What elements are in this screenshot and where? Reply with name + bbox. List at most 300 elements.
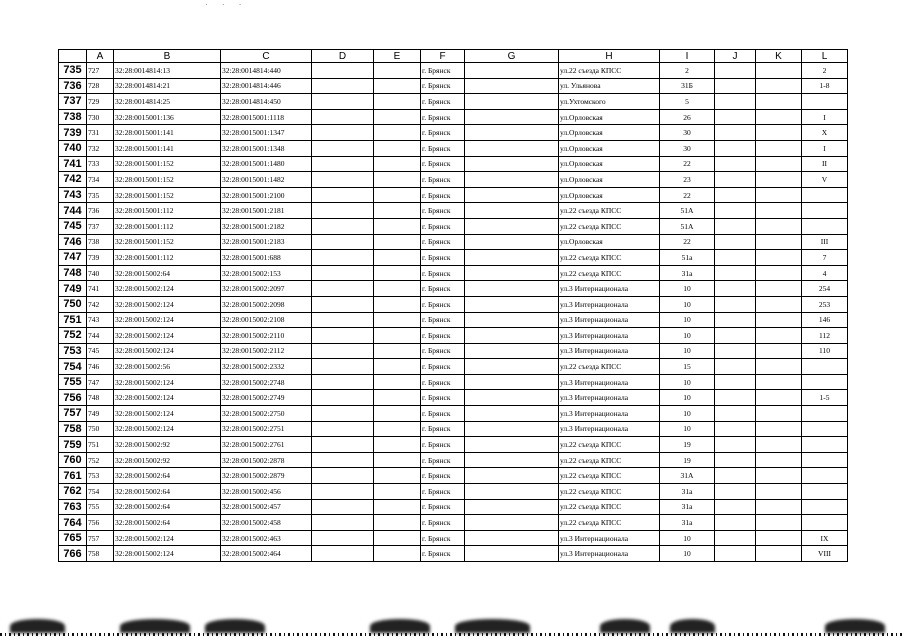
cell-a: 755	[87, 499, 114, 515]
cell-k	[756, 499, 802, 515]
cell-j	[715, 187, 756, 203]
cell-a: 757	[87, 530, 114, 546]
cell-k	[756, 312, 802, 328]
cell-f: г. Брянск	[421, 265, 465, 281]
cell-e	[374, 78, 421, 94]
cell-c: 32:28:0015001:2182	[221, 218, 312, 234]
column-header-b: B	[114, 50, 221, 63]
cell-h: ул.Орловская	[559, 140, 660, 156]
cell-h: ул.Орловская	[559, 187, 660, 203]
cell-a: 731	[87, 125, 114, 141]
cell-e	[374, 406, 421, 422]
cell-c: 32:28:0015002:2750	[221, 406, 312, 422]
cell-f: г. Брянск	[421, 156, 465, 172]
row-number-cell: 746	[59, 234, 87, 250]
cell-j	[715, 109, 756, 125]
cell-h: ул.Орловская	[559, 156, 660, 172]
column-header-l: L	[802, 50, 848, 63]
cell-e	[374, 172, 421, 188]
cell-k	[756, 187, 802, 203]
cell-l: 253	[802, 296, 848, 312]
cell-d	[312, 515, 374, 531]
cell-j	[715, 343, 756, 359]
row-number-cell: 744	[59, 203, 87, 219]
table-row	[59, 203, 848, 219]
cell-c: 32:28:0015002:2879	[221, 468, 312, 484]
cell-d	[312, 530, 374, 546]
cell-c: 32:28:0015002:2748	[221, 374, 312, 390]
cell-a: 732	[87, 140, 114, 156]
cell-h: ул.3 Интернационала	[559, 328, 660, 344]
cell-d	[312, 94, 374, 110]
cell-a: 728	[87, 78, 114, 94]
cell-b: 32:28:0015001:152	[114, 156, 221, 172]
cell-l: X	[802, 125, 848, 141]
cell-e	[374, 468, 421, 484]
cell-k	[756, 203, 802, 219]
cell-k	[756, 109, 802, 125]
row-number-cell: 742	[59, 172, 87, 188]
cell-f: г. Брянск	[421, 515, 465, 531]
cell-k	[756, 530, 802, 546]
cell-j	[715, 515, 756, 531]
cell-l	[802, 499, 848, 515]
cell-e	[374, 328, 421, 344]
cell-g	[465, 406, 559, 422]
cell-d	[312, 172, 374, 188]
cell-e	[374, 343, 421, 359]
cell-h: ул.3 Интернационала	[559, 421, 660, 437]
column-header-g: G	[465, 50, 559, 63]
cell-k	[756, 234, 802, 250]
cell-c: 32:28:0015002:2749	[221, 390, 312, 406]
cell-g	[465, 140, 559, 156]
cell-k	[756, 484, 802, 500]
cell-g	[465, 312, 559, 328]
cell-g	[465, 515, 559, 531]
table-row	[59, 187, 848, 203]
cell-j	[715, 203, 756, 219]
cell-b: 32:28:0015002:124	[114, 374, 221, 390]
cell-a: 748	[87, 390, 114, 406]
scan-bottom-edge	[0, 606, 905, 640]
row-number-cell: 737	[59, 94, 87, 110]
cell-l: 1-8	[802, 78, 848, 94]
cell-a: 754	[87, 484, 114, 500]
cell-c: 32:28:0015001:688	[221, 250, 312, 266]
cell-d	[312, 281, 374, 297]
cell-g	[465, 281, 559, 297]
cell-d	[312, 343, 374, 359]
cell-j	[715, 359, 756, 375]
cell-a: 749	[87, 406, 114, 422]
cell-e	[374, 296, 421, 312]
cell-e	[374, 250, 421, 266]
cell-c: 32:28:0015002:2110	[221, 328, 312, 344]
cell-g	[465, 265, 559, 281]
cell-j	[715, 437, 756, 453]
cell-b: 32:28:0015001:141	[114, 125, 221, 141]
row-number-cell: 735	[59, 63, 87, 79]
cell-l	[802, 374, 848, 390]
cell-c: 32:28:0015001:2183	[221, 234, 312, 250]
row-number-cell: 765	[59, 530, 87, 546]
cell-l: 110	[802, 343, 848, 359]
cell-l	[802, 203, 848, 219]
table-row	[59, 343, 848, 359]
row-number-cell: 741	[59, 156, 87, 172]
table-row	[59, 156, 848, 172]
cell-k	[756, 421, 802, 437]
cell-i: 2	[660, 63, 715, 79]
table-row	[59, 234, 848, 250]
cell-e	[374, 484, 421, 500]
cell-g	[465, 468, 559, 484]
cell-f: г. Брянск	[421, 421, 465, 437]
table-row	[59, 250, 848, 266]
cell-c: 32:28:0015001:1480	[221, 156, 312, 172]
cell-h: ул.22 съезда КПСС	[559, 63, 660, 79]
cell-b: 32:28:0015002:124	[114, 328, 221, 344]
cell-b: 32:28:0015001:112	[114, 218, 221, 234]
cell-l: 4	[802, 265, 848, 281]
cell-g	[465, 78, 559, 94]
cell-f: г. Брянск	[421, 390, 465, 406]
cell-a: 744	[87, 328, 114, 344]
cell-e	[374, 281, 421, 297]
cell-g	[465, 187, 559, 203]
cell-e	[374, 515, 421, 531]
cell-i: 26	[660, 109, 715, 125]
cell-h: ул. Ульянова	[559, 78, 660, 94]
cell-h: ул.22 съезда КПСС	[559, 452, 660, 468]
cell-l: IX	[802, 530, 848, 546]
table-row	[59, 359, 848, 375]
cell-e	[374, 140, 421, 156]
cell-a: 753	[87, 468, 114, 484]
cell-f: г. Брянск	[421, 437, 465, 453]
table-row	[59, 406, 848, 422]
row-number-cell: 749	[59, 281, 87, 297]
cell-g	[465, 546, 559, 562]
cell-f: г. Брянск	[421, 499, 465, 515]
cell-k	[756, 359, 802, 375]
table-row	[59, 265, 848, 281]
cell-i: 22	[660, 234, 715, 250]
cell-l: 1-5	[802, 390, 848, 406]
cell-e	[374, 312, 421, 328]
cell-d	[312, 296, 374, 312]
table-row	[59, 109, 848, 125]
cell-g	[465, 296, 559, 312]
cell-g	[465, 156, 559, 172]
cell-a: 756	[87, 515, 114, 531]
cell-b: 32:28:0015001:152	[114, 234, 221, 250]
cell-e	[374, 234, 421, 250]
cell-g	[465, 109, 559, 125]
cell-j	[715, 328, 756, 344]
cell-k	[756, 374, 802, 390]
cell-d	[312, 203, 374, 219]
cell-c: 32:28:0014814:450	[221, 94, 312, 110]
cell-a: 737	[87, 218, 114, 234]
cell-h: ул.3 Интернационала	[559, 530, 660, 546]
cell-f: г. Брянск	[421, 187, 465, 203]
cell-l	[802, 437, 848, 453]
cell-h: ул.3 Интернационала	[559, 281, 660, 297]
cell-e	[374, 499, 421, 515]
cell-f: г. Брянск	[421, 468, 465, 484]
row-number-cell: 752	[59, 328, 87, 344]
cell-l	[802, 187, 848, 203]
cell-i: 10	[660, 328, 715, 344]
cell-d	[312, 63, 374, 79]
row-number-cell: 740	[59, 140, 87, 156]
cell-j	[715, 94, 756, 110]
cell-e	[374, 156, 421, 172]
row-number-cell: 751	[59, 312, 87, 328]
cell-c: 32:28:0015001:1347	[221, 125, 312, 141]
cell-i: 31а	[660, 499, 715, 515]
cell-h: ул.22 съезда КПСС	[559, 265, 660, 281]
cell-g	[465, 234, 559, 250]
row-number-cell: 747	[59, 250, 87, 266]
cell-e	[374, 94, 421, 110]
cell-b: 32:28:0015002:64	[114, 499, 221, 515]
cell-f: г. Брянск	[421, 203, 465, 219]
table-row	[59, 484, 848, 500]
cell-d	[312, 265, 374, 281]
cell-g	[465, 437, 559, 453]
row-number-cell: 757	[59, 406, 87, 422]
cell-c: 32:28:0015002:456	[221, 484, 312, 500]
cell-e	[374, 265, 421, 281]
column-header-corner	[59, 50, 87, 63]
cell-d	[312, 312, 374, 328]
cell-b: 32:28:0015002:64	[114, 484, 221, 500]
row-number-cell: 745	[59, 218, 87, 234]
cell-c: 32:28:0015002:2108	[221, 312, 312, 328]
row-number-cell: 755	[59, 374, 87, 390]
cell-a: 758	[87, 546, 114, 562]
column-header-row	[59, 50, 848, 63]
table-row	[59, 218, 848, 234]
cell-k	[756, 250, 802, 266]
cell-i: 30	[660, 140, 715, 156]
table-row	[59, 312, 848, 328]
cell-f: г. Брянск	[421, 140, 465, 156]
cell-d	[312, 406, 374, 422]
cell-f: г. Брянск	[421, 281, 465, 297]
cell-i: 51А	[660, 203, 715, 219]
cell-h: ул.3 Интернационала	[559, 343, 660, 359]
row-number-cell: 756	[59, 390, 87, 406]
table-row	[59, 78, 848, 94]
cell-h: ул.3 Интернационала	[559, 374, 660, 390]
cell-l: III	[802, 234, 848, 250]
column-header-e: E	[374, 50, 421, 63]
cell-d	[312, 437, 374, 453]
cell-c: 32:28:0015002:2098	[221, 296, 312, 312]
cell-c: 32:28:0015002:2332	[221, 359, 312, 375]
cell-g	[465, 452, 559, 468]
cell-i: 5	[660, 94, 715, 110]
cell-h: ул.22 съезда КПСС	[559, 484, 660, 500]
cell-c: 32:28:0015001:1348	[221, 140, 312, 156]
cell-g	[465, 125, 559, 141]
table-row	[59, 390, 848, 406]
cell-h: ул.22 съезда КПСС	[559, 499, 660, 515]
column-header-j: J	[715, 50, 756, 63]
cell-l	[802, 94, 848, 110]
cell-j	[715, 125, 756, 141]
cell-i: 51А	[660, 218, 715, 234]
cell-h: ул.22 съезда КПСС	[559, 437, 660, 453]
cell-d	[312, 109, 374, 125]
cell-c: 32:28:0015002:2112	[221, 343, 312, 359]
cell-c: 32:28:0015002:153	[221, 265, 312, 281]
cell-i: 31Б	[660, 78, 715, 94]
row-number-cell: 766	[59, 546, 87, 562]
cell-k	[756, 218, 802, 234]
cell-k	[756, 265, 802, 281]
row-number-cell: 738	[59, 109, 87, 125]
cell-f: г. Брянск	[421, 78, 465, 94]
cell-a: 730	[87, 109, 114, 125]
cell-j	[715, 296, 756, 312]
cell-j	[715, 452, 756, 468]
cell-j	[715, 234, 756, 250]
cell-b: 32:28:0015002:64	[114, 515, 221, 531]
cell-c: 32:28:0015002:463	[221, 530, 312, 546]
cell-g	[465, 390, 559, 406]
cell-b: 32:28:0015002:124	[114, 406, 221, 422]
cell-j	[715, 218, 756, 234]
cell-g	[465, 499, 559, 515]
cell-l: 112	[802, 328, 848, 344]
cell-e	[374, 218, 421, 234]
cell-a: 743	[87, 312, 114, 328]
cell-k	[756, 156, 802, 172]
cell-f: г. Брянск	[421, 546, 465, 562]
cell-e	[374, 530, 421, 546]
row-number-cell: 762	[59, 484, 87, 500]
cell-d	[312, 499, 374, 515]
cell-f: г. Брянск	[421, 234, 465, 250]
cell-a: 752	[87, 452, 114, 468]
cell-a: 750	[87, 421, 114, 437]
cell-e	[374, 390, 421, 406]
cell-i: 22	[660, 156, 715, 172]
spreadsheet-table	[58, 49, 848, 562]
cell-a: 736	[87, 203, 114, 219]
cell-i: 10	[660, 530, 715, 546]
cell-k	[756, 437, 802, 453]
cell-d	[312, 546, 374, 562]
cell-f: г. Брянск	[421, 218, 465, 234]
cell-j	[715, 499, 756, 515]
cell-k	[756, 546, 802, 562]
cell-f: г. Брянск	[421, 172, 465, 188]
table-row	[59, 499, 848, 515]
cell-i: 10	[660, 296, 715, 312]
cell-d	[312, 78, 374, 94]
cell-g	[465, 94, 559, 110]
table-row	[59, 437, 848, 453]
cell-d	[312, 468, 374, 484]
cell-d	[312, 452, 374, 468]
cell-f: г. Брянск	[421, 109, 465, 125]
table-row	[59, 421, 848, 437]
cell-g	[465, 218, 559, 234]
cell-c: 32:28:0015001:1482	[221, 172, 312, 188]
row-number-cell: 761	[59, 468, 87, 484]
cell-e	[374, 421, 421, 437]
cell-j	[715, 140, 756, 156]
scan-artifact-dots: · · ·	[205, 0, 248, 9]
cell-b: 32:28:0015002:124	[114, 421, 221, 437]
cell-k	[756, 63, 802, 79]
cell-i: 10	[660, 343, 715, 359]
cell-b: 32:28:0015001:152	[114, 172, 221, 188]
cell-g	[465, 203, 559, 219]
cell-b: 32:28:0015001:136	[114, 109, 221, 125]
cell-f: г. Брянск	[421, 63, 465, 79]
cell-c: 32:28:0015002:458	[221, 515, 312, 531]
table-row	[59, 530, 848, 546]
cell-b: 32:28:0015001:112	[114, 250, 221, 266]
cell-j	[715, 250, 756, 266]
row-number-cell: 736	[59, 78, 87, 94]
cell-h: ул.3 Интернационала	[559, 296, 660, 312]
cell-j	[715, 265, 756, 281]
table-row	[59, 94, 848, 110]
cell-f: г. Брянск	[421, 328, 465, 344]
cell-l: 254	[802, 281, 848, 297]
cell-a: 751	[87, 437, 114, 453]
cell-j	[715, 312, 756, 328]
cell-i: 10	[660, 281, 715, 297]
cell-g	[465, 172, 559, 188]
cell-c: 32:28:0015001:2181	[221, 203, 312, 219]
cell-i: 31а	[660, 265, 715, 281]
row-number-cell: 753	[59, 343, 87, 359]
table-row	[59, 63, 848, 79]
cell-f: г. Брянск	[421, 250, 465, 266]
row-number-cell: 758	[59, 421, 87, 437]
cell-h: ул.22 съезда КПСС	[559, 359, 660, 375]
table-row	[59, 140, 848, 156]
row-number-cell: 748	[59, 265, 87, 281]
cell-c: 32:28:0015001:2100	[221, 187, 312, 203]
cell-l: V	[802, 172, 848, 188]
cell-i: 23	[660, 172, 715, 188]
cell-b: 32:28:0015002:56	[114, 359, 221, 375]
cell-i: 31а	[660, 515, 715, 531]
cell-g	[465, 250, 559, 266]
cell-b: 32:28:0014814:13	[114, 63, 221, 79]
cell-k	[756, 452, 802, 468]
cell-a: 739	[87, 250, 114, 266]
cell-k	[756, 78, 802, 94]
table-row	[59, 515, 848, 531]
table-row	[59, 281, 848, 297]
cell-h: ул.3 Интернационала	[559, 390, 660, 406]
cell-d	[312, 218, 374, 234]
cell-e	[374, 546, 421, 562]
cell-l	[802, 218, 848, 234]
cell-j	[715, 78, 756, 94]
